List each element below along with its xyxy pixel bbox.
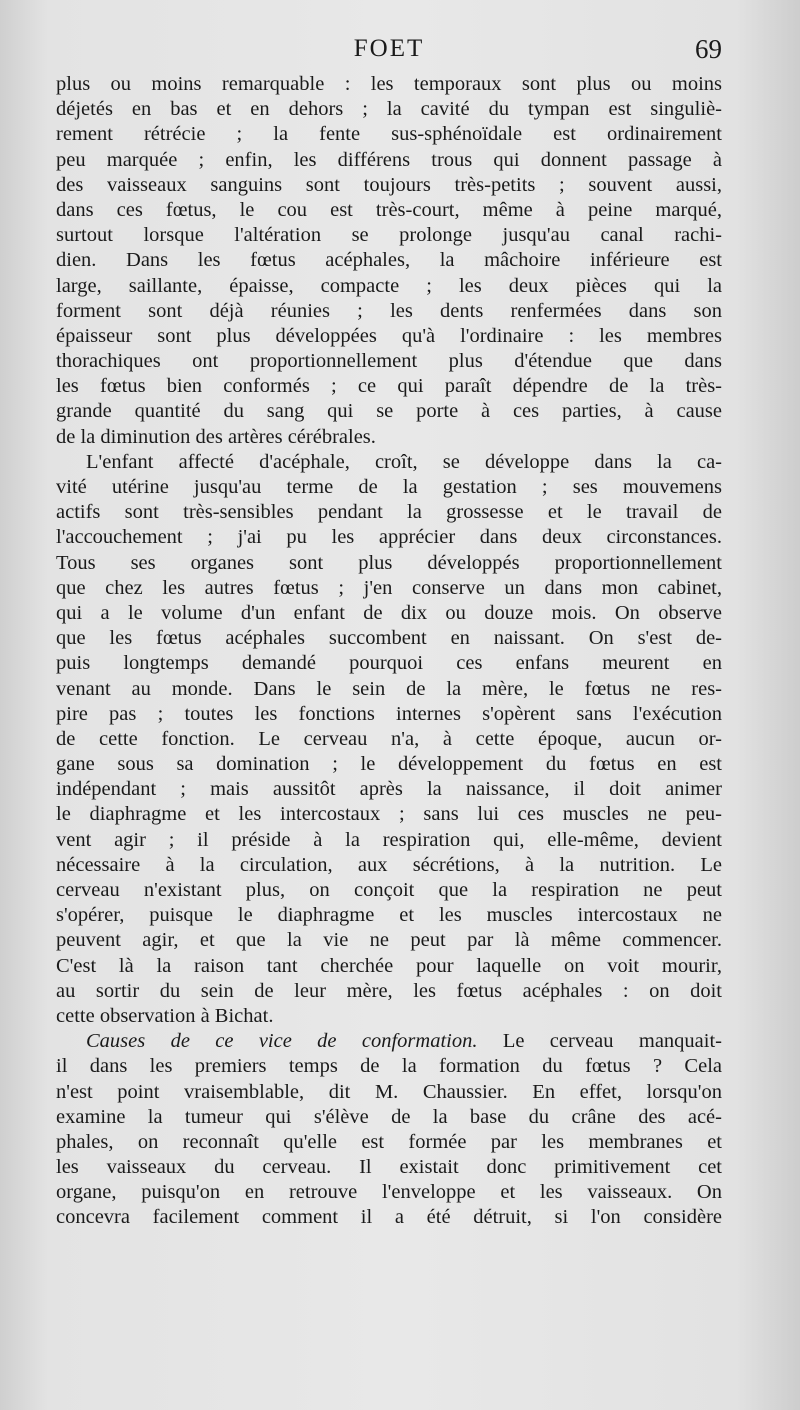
text-line: indépendant ; mais aussitôt après la naissance, il doit animer [56,778,722,801]
text-line: Tous ses organes sont plus développés proportionnellement [56,551,722,574]
text-line: de la diminution des artères cérébrales. [56,425,376,448]
text-line: qui a le volume d'un enfant de dix ou douze mois. On observe [56,601,722,624]
running-title: FOET [353,35,425,62]
text-line: thorachiques ont proportionnellement plus d'étendue que dans [56,350,722,373]
text-line: déjetés en bas et en dehors ; la cavité du tympan est singuliè- [56,98,722,121]
section-heading-line [56,1029,722,1054]
body-text [56,72,722,1231]
text-line: rement rétrécie ; la fente sus-sphénoïdale est ordinairement [56,123,722,146]
text-line: phales, on reconnaît qu'elle est formée par les membranes et [56,1130,722,1153]
text-line: cette observation à Bichat. [56,1004,274,1027]
text-line: large, saillante, épaisse, compacte ; les deux pièces qui la [56,274,722,297]
text-line: C'est là la raison tant cherchée pour laquelle on voit mourir, [56,954,722,977]
text-line: cerveau n'existant plus, on conçoit que la respiration ne peut [56,879,722,901]
text-line: peuvent agir, et que la vie ne peut par là même commencer. [56,929,722,952]
text-line: surtout lorsque l'altération se prolonge jusqu'au canal rachi- [56,224,722,247]
text-line: au sortir du sein de leur mère, les fœtus acéphales : on doit [56,979,722,1002]
text-line: épaisseur sont plus développées qu'à l'ordinaire : les membres [56,324,722,347]
text-line: que les fœtus acéphales succombent en naissant. On s'est de- [56,627,722,650]
text-line: il dans les premiers temps de la formation du fœtus ? Cela [56,1055,722,1078]
section-heading: Causes de ce vice de conformation. [86,1030,478,1053]
text-line: des vaisseaux sanguins sont toujours très-petits ; souvent aussi, [56,173,722,196]
text-line: venant au monde. Dans le sein de la mère, le fœtus ne res- [56,677,722,700]
text-line: de cette fonction. Le cerveau n'a, à cette époque, aucun or- [56,727,722,750]
page-number: 69 [695,34,722,64]
text-line: forment sont déjà réunies ; les dents renfermées dans son [56,299,722,322]
text-line: gane sous sa domination ; le développement du fœtus en est [56,753,722,776]
text-line: grande quantité du sang qui se porte à ces parties, à cause [56,400,722,423]
text-line: peu marquée ; enfin, les différens trous qui donnent passage à [56,148,722,171]
text-line: concevra facilement comment il a été détruit, si l'on considère [56,1206,722,1229]
text-line: le diaphragme et les intercostaux ; sans lui ces muscles ne peu- [56,803,722,826]
text-line: pire pas ; toutes les fonctions internes s'opèrent sans l'exécution [56,702,722,725]
text-line: que chez les autres fœtus ; j'en conserve un dans mon cabinet, [56,576,722,599]
text-line: l'accouchement ; j'ai pu les apprécier dans deux circonstances. [56,526,722,549]
text-line: dien. Dans les fœtus acéphales, la mâchoire inférieure est [56,249,722,272]
text-line: dans ces fœtus, le cou est très-court, même à peine marqué, [56,198,722,221]
text-line: nécessaire à la circulation, aux sécrétions, à la nutrition. Le [56,853,722,876]
text-line: organe, puisqu'on en retrouve l'enveloppe et les vaisseaux. On [56,1181,722,1204]
text-line: n'est point vraisemblable, dit M. Chaussier. En effet, lorsqu'on [56,1080,722,1103]
text-line: s'opérer, puisque le diaphragme et les muscles intercostaux ne [56,904,722,927]
text-line: vité utérine jusqu'au terme de la gestation ; ses mouvemens [56,476,722,498]
text-line-continuation: Le cerveau manquait- [502,1030,722,1053]
page-header [56,34,722,64]
text-line: actifs sont très-sensibles pendant la grossesse et le travail de [56,501,722,524]
text-line: puis longtemps demandé pourquoi ces enfans meurent en [56,652,722,675]
text-line: plus ou moins remarquable : les temporaux sont plus ou moins [56,73,722,95]
text-line: les fœtus bien conformés ; ce qui paraît dépendre de la très- [56,375,722,398]
text-line: les vaisseaux du cerveau. Il existait donc primitivement cet [56,1156,722,1179]
text-line: examine la tumeur qui s'élève de la base du crâne des acé- [56,1105,722,1128]
text-line: vent agir ; il préside à la respiration qui, elle-même, devient [56,828,722,851]
text-line: L'enfant affecté d'acéphale, croît, se développe dans la ca- [86,450,722,473]
